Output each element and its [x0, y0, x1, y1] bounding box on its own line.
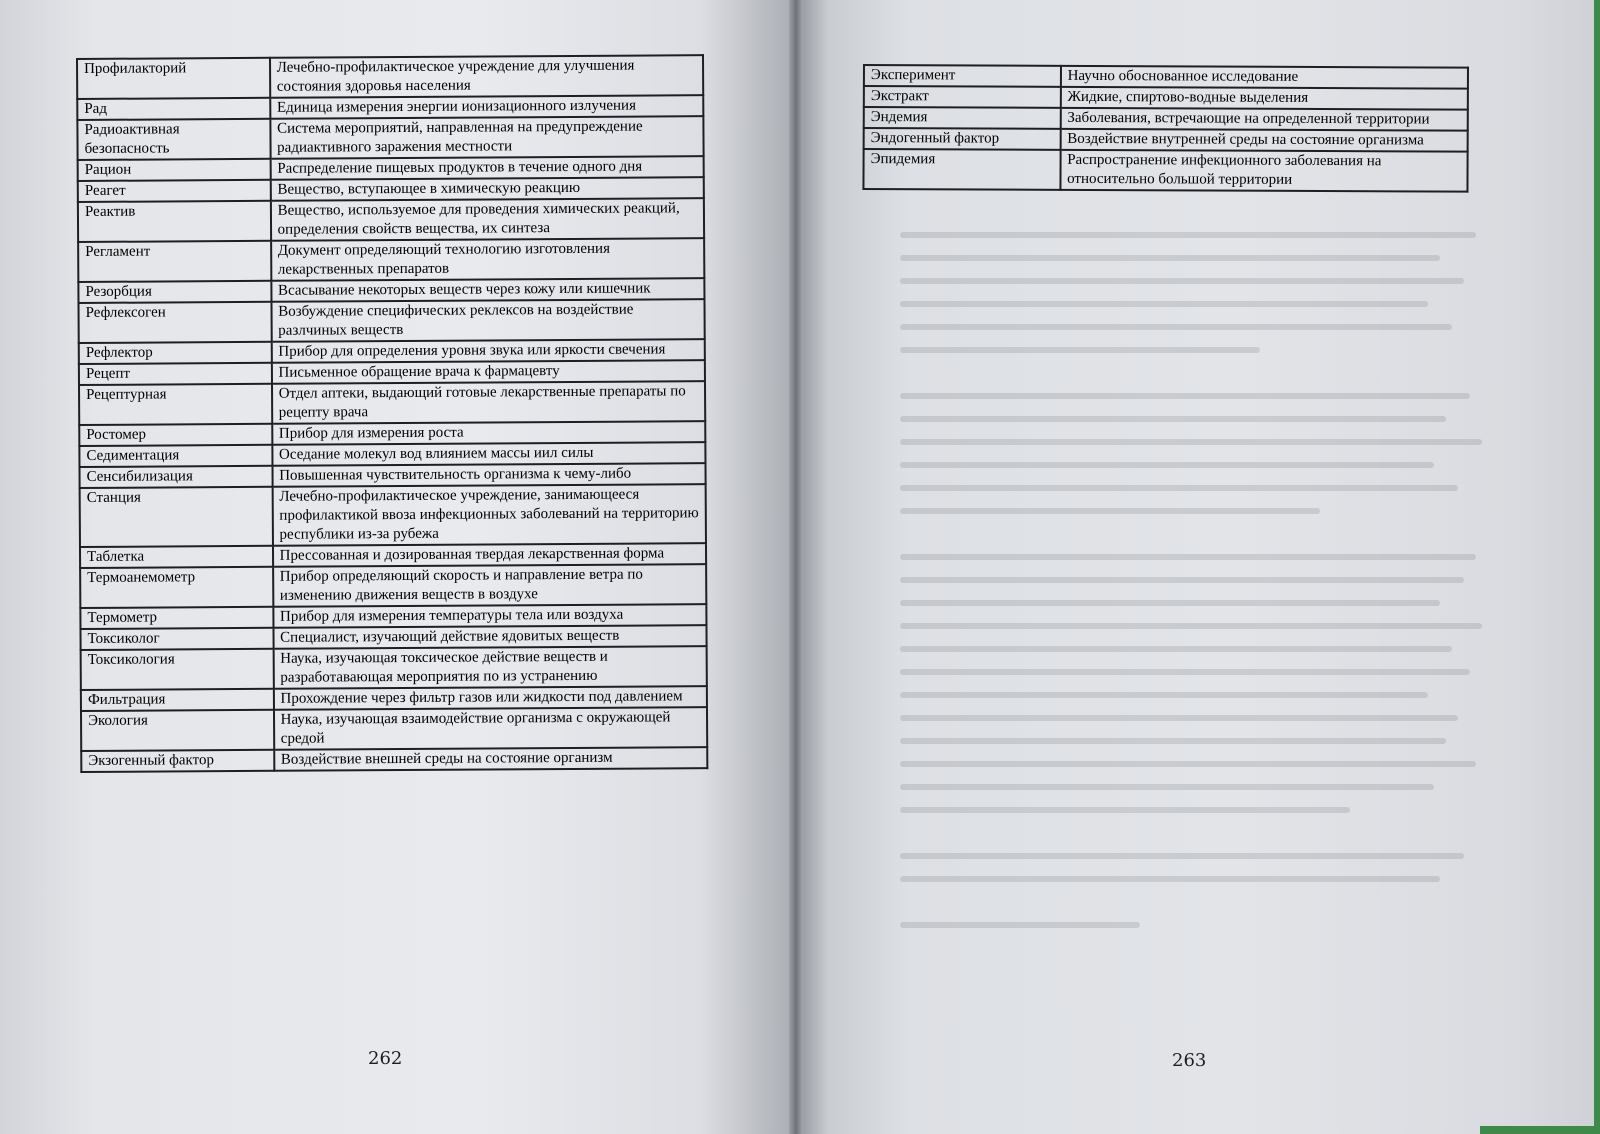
green-background-edge: [1594, 0, 1600, 1134]
glossary-term: Эпидемия: [863, 149, 1060, 190]
glossary-term: Регламент: [78, 241, 271, 282]
glossary-definition: Прибор определяющий скорость и направление ветра по изменению движения веществ в воздухе: [273, 564, 707, 607]
glossary-term: Рецепт: [79, 363, 272, 385]
glossary-row: [77, 116, 703, 160]
glossary-row: [864, 65, 1468, 89]
glossary-term: Экстракт: [864, 86, 1061, 108]
book-gutter: [789, 0, 803, 1134]
glossary-row: [78, 238, 704, 282]
glossary-term: Рефлексоген: [78, 302, 271, 343]
glossary-term: Экзогенный фактор: [81, 750, 274, 772]
glossary-row: [78, 299, 704, 343]
glossary-definition: Наука, изучающая токсическое действие веществ и разработавающая мероприятия по из устранению: [273, 646, 707, 689]
glossary-row: [79, 381, 705, 425]
glossary-term: Рацион: [78, 159, 271, 181]
glossary-definition: Распределение пищевых продуктов в течение одного дня: [270, 156, 704, 180]
glossary-definition: Прохождение через фильтр газов или жидкости под давлением: [273, 686, 707, 710]
glossary-row: [864, 107, 1468, 131]
glossary-definition: Прибор для определения уровня звука или яркости свечения: [271, 339, 705, 363]
glossary-row: [80, 484, 706, 547]
glossary-row: [78, 198, 704, 242]
glossary-definition: Научно обоснованное исследование: [1061, 66, 1468, 89]
glossary-row: [77, 55, 703, 99]
glossary-row: [864, 86, 1468, 110]
glossary-definition: Лечебно-профилактическое учреждение, занимающееся профилактикой ввоза инфекционных заболеваний на территорию республики из-за рубежа: [272, 484, 706, 546]
glossary-term: Рефлектор: [79, 342, 272, 364]
glossary-definition: Воздействие внутренней среды на состояние организма: [1060, 129, 1467, 152]
glossary-row: [81, 707, 707, 751]
page-number-left: 262: [368, 1048, 403, 1069]
glossary-table-left: [76, 54, 708, 773]
glossary-term: Термометр: [80, 607, 273, 629]
glossary-term: Фильтрация: [81, 689, 274, 711]
glossary-term: Эндемия: [864, 107, 1061, 129]
glossary-definition: Письменное обращение врача к фармацевту: [271, 360, 705, 384]
glossary-term: Ростомер: [79, 424, 272, 446]
glossary-definition: Единица измерения энергии ионизационного излучения: [270, 95, 704, 119]
green-background-corner: [1480, 1126, 1600, 1134]
glossary-term: Седиментация: [79, 445, 272, 467]
glossary-row: [864, 128, 1468, 152]
glossary-definition: Лечебно-профилактическое учреждение для улучшения состояния здоровья населения: [270, 55, 704, 98]
glossary-definition: Документ определяющий технологию изготовления лекарственных препаратов: [271, 238, 705, 281]
glossary-definition: Распространение инфекционного заболевания на относительно большой территории: [1060, 150, 1468, 192]
glossary-term: Рад: [77, 98, 270, 120]
glossary-row: [81, 646, 707, 690]
glossary-term: Экология: [81, 710, 274, 751]
glossary-term: Реактив: [78, 201, 271, 242]
glossary-row: [80, 564, 706, 608]
glossary-row: [81, 747, 707, 772]
glossary-term: Радиоактивная безопасность: [77, 119, 270, 160]
glossary-definition: Наука, изучающая взаимодействие организма с окружающей средой: [274, 707, 708, 750]
glossary-table-right: [862, 64, 1469, 193]
page-number-right: 263: [1172, 1050, 1207, 1071]
glossary-definition: Заболевания, встречающие на определенной территории: [1060, 108, 1467, 131]
glossary-definition: Оседание молекул вод влиянием массы иил силы: [272, 442, 706, 466]
glossary-term: Эндогенный фактор: [864, 128, 1061, 150]
glossary-term: Термоанемометр: [80, 567, 273, 608]
glossary-definition: Всасывание некоторых веществ через кожу или кишечник: [271, 278, 705, 302]
glossary-term: Рецептурная: [79, 384, 272, 425]
glossary-row: [863, 149, 1467, 192]
glossary-term: Таблетка: [80, 546, 273, 568]
glossary-term: Эксперимент: [864, 65, 1061, 87]
glossary-definition: Воздействие внешней среды на состояние организм: [274, 747, 708, 771]
glossary-definition: Прессованная и дозированная твердая лекарственная форма: [273, 543, 707, 567]
glossary-term: Токсиколог: [80, 628, 273, 650]
glossary-term: Резорбция: [78, 281, 271, 303]
glossary-definition: Специалист, изучающий действие ядовитых веществ: [273, 625, 707, 649]
glossary-term: Реагет: [78, 180, 271, 202]
glossary-definition: Вещество, используемое для проведения химических реакций, определения свойств вещества, их синтеза: [270, 198, 704, 241]
glossary-definition: Жидкие, спиртово-водные выделения: [1060, 87, 1467, 110]
glossary-term: Токсикология: [81, 649, 274, 690]
glossary-definition: Возбуждение специфических реклексов на воздействие разлчиных веществ: [271, 299, 705, 342]
glossary-definition: Отдел аптеки, выдающий готовые лекарственные препараты по рецепту врача: [272, 381, 706, 424]
glossary-definition: Прибор для измерения роста: [272, 421, 706, 445]
glossary-definition: Система мероприятий, направленная на предупреждение радиактивного заражения местности: [270, 116, 704, 159]
glossary-term: Профилакторий: [77, 58, 270, 99]
glossary-definition: Прибор для измерения температуры тела или воздуха: [273, 604, 707, 628]
show-through-text: [900, 232, 1500, 1022]
glossary-term: Станция: [80, 487, 273, 547]
glossary-term: Сенсибилизация: [79, 466, 272, 488]
glossary-definition: Повышенная чувствительность организма к чему-либо: [272, 463, 706, 487]
glossary-definition: Вещество, вступающее в химическую реакцию: [270, 177, 704, 201]
